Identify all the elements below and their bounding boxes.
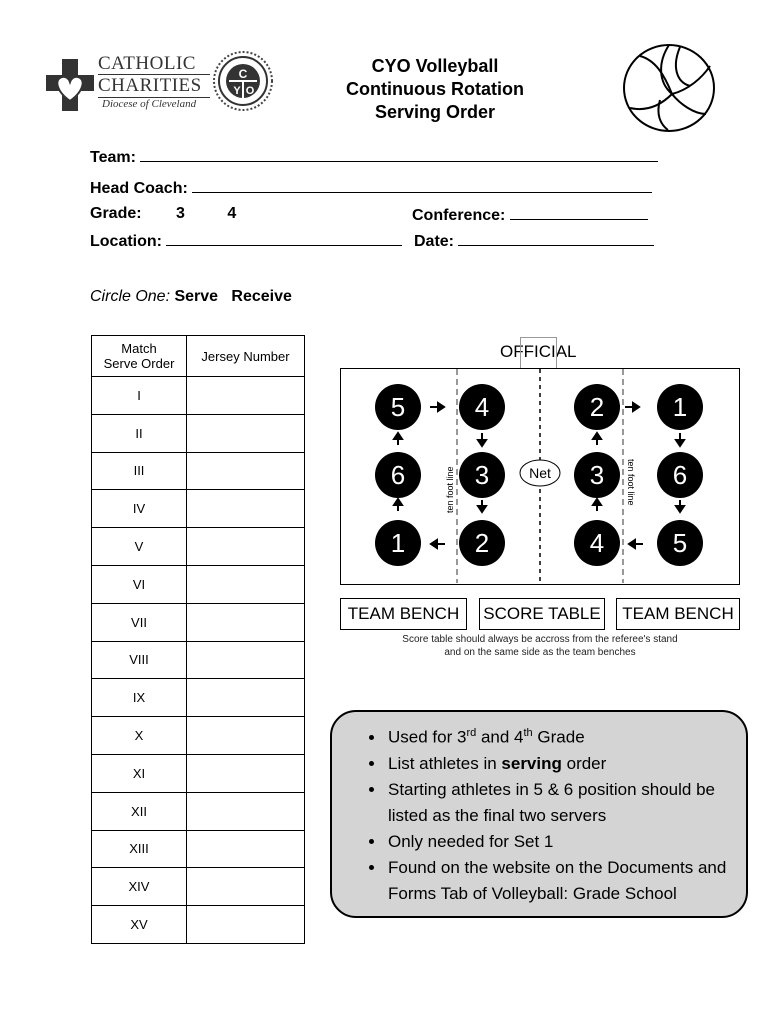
date-label: Date: — [414, 233, 455, 250]
receive-option[interactable]: Receive — [231, 288, 292, 305]
table-row — [92, 414, 305, 452]
serve-order-table — [91, 335, 305, 944]
right-position-4: 4 — [589, 528, 605, 558]
serve-order-cell: II — [92, 414, 187, 452]
serve-order-cell: I — [92, 377, 187, 415]
team-bench-left: TEAM BENCH — [340, 598, 467, 630]
title-line3: Serving Order — [374, 102, 496, 122]
left-position-5: 5 — [390, 392, 406, 422]
circle-one-row — [90, 288, 292, 306]
info-box — [330, 710, 748, 918]
serve-option[interactable]: Serve — [174, 288, 219, 305]
left-position-3: 3 — [474, 460, 490, 490]
org-name-line1: CATHOLIC — [98, 53, 196, 74]
cyo-logo — [212, 50, 274, 112]
right-player-positions — [574, 384, 703, 566]
right-position-3: 3 — [589, 460, 605, 490]
conference-field[interactable] — [412, 205, 648, 225]
volleyball-icon — [620, 42, 718, 134]
score-table-note-line2: and on the same side as the team benches — [444, 647, 636, 658]
jersey-number-cell[interactable] — [187, 565, 305, 603]
table-row — [92, 565, 305, 603]
location-label: Location: — [90, 233, 162, 250]
serve-order-cell: VI — [92, 565, 187, 603]
info-item-grades: • Used for 3rd and 4th Grade — [386, 720, 728, 751]
cyo-letter-y: Y — [233, 85, 241, 97]
table-header-row — [92, 336, 305, 377]
page-title — [300, 55, 570, 124]
team-label: Team: — [90, 149, 136, 166]
serve-order-cell: V — [92, 528, 187, 566]
left-position-6: 6 — [390, 460, 406, 490]
table-row — [92, 792, 305, 830]
catholic-charities-logo — [40, 50, 210, 120]
jersey-number-cell[interactable] — [187, 792, 305, 830]
official-label: OFFICIAL — [500, 342, 577, 361]
right-position-2: 2 — [589, 392, 605, 422]
serve-order-cell: IV — [92, 490, 187, 528]
table-row — [92, 603, 305, 641]
table-row — [92, 830, 305, 868]
conference-label: Conference: — [412, 207, 506, 224]
jersey-number-cell[interactable] — [187, 906, 305, 944]
org-name-line2: CHARITIES — [98, 75, 202, 96]
grade-label: Grade: — [90, 205, 142, 222]
jersey-number-cell[interactable] — [187, 414, 305, 452]
date-field[interactable] — [414, 231, 654, 251]
title-line1: CYO Volleyball — [371, 56, 499, 76]
table-row — [92, 641, 305, 679]
serve-order-cell: X — [92, 717, 187, 755]
org-name-line3: Diocese of Cleveland — [102, 98, 197, 110]
jersey-number-cell[interactable] — [187, 868, 305, 906]
cyo-letter-c: C — [238, 67, 248, 81]
jersey-number-header: Jersey Number — [187, 336, 305, 377]
jersey-number-cell[interactable] — [187, 528, 305, 566]
net-label: Net — [529, 465, 551, 481]
table-row — [92, 452, 305, 490]
right-position-5: 5 — [672, 528, 688, 558]
jersey-number-cell[interactable] — [187, 679, 305, 717]
table-row — [92, 679, 305, 717]
head-coach-field[interactable] — [90, 178, 652, 198]
table-row — [92, 717, 305, 755]
left-position-1: 1 — [390, 528, 406, 558]
score-table-note-line1: Score table should always be accross from the referee's stand — [402, 634, 678, 645]
right-position-1: 1 — [672, 392, 688, 422]
jersey-number-cell[interactable] — [187, 603, 305, 641]
info-item-set-1: • Only needed for Set 1 — [386, 829, 728, 855]
serve-order-cell: III — [92, 452, 187, 490]
team-bench-right: TEAM BENCH — [616, 598, 740, 630]
score-table: SCORE TABLE — [479, 598, 605, 630]
title-line2: Continuous Rotation — [346, 79, 524, 99]
table-row — [92, 754, 305, 792]
jersey-number-cell[interactable] — [187, 490, 305, 528]
serve-order-cell: VII — [92, 603, 187, 641]
ten-foot-line-label-right: ten foot line — [626, 459, 636, 506]
table-row — [92, 906, 305, 944]
jersey-number-cell[interactable] — [187, 377, 305, 415]
table-row — [92, 868, 305, 906]
grade-option-4[interactable]: 4 — [227, 205, 237, 222]
jersey-number-cell[interactable] — [187, 717, 305, 755]
jersey-number-cell[interactable] — [187, 641, 305, 679]
ten-foot-line-label-left: ten foot line — [445, 466, 455, 513]
serve-order-cell: XV — [92, 906, 187, 944]
jersey-number-cell[interactable] — [187, 452, 305, 490]
table-row — [92, 490, 305, 528]
serve-order-cell: XIII — [92, 830, 187, 868]
circle-one-label: Circle One: — [90, 288, 171, 305]
serve-order-cell: XI — [92, 754, 187, 792]
heart-cross-icon — [40, 55, 100, 115]
left-position-2: 2 — [474, 528, 490, 558]
team-field[interactable] — [90, 147, 658, 167]
grade-option-3[interactable]: 3 — [176, 205, 185, 222]
right-position-6: 6 — [672, 460, 688, 490]
serve-order-cell: XII — [92, 792, 187, 830]
head-coach-label: Head Coach: — [90, 180, 188, 197]
serve-order-cell: XIV — [92, 868, 187, 906]
left-position-4: 4 — [474, 392, 490, 422]
jersey-number-cell[interactable] — [187, 830, 305, 868]
table-row — [92, 377, 305, 415]
grade-field — [90, 205, 236, 223]
left-player-positions — [375, 384, 505, 566]
jersey-number-cell[interactable] — [187, 754, 305, 792]
cyo-letter-o: O — [245, 85, 255, 97]
court-diagram — [340, 368, 740, 585]
info-item-website: • Found on the website on the Documents and Forms Tab of Volleyball: Grade School — [386, 855, 728, 907]
serve-order-cell: IX — [92, 679, 187, 717]
match-serve-order-header: Match Serve Order — [92, 336, 187, 377]
serve-order-cell: VIII — [92, 641, 187, 679]
info-item-starting-athletes: • Starting athletes in 5 & 6 position should be listed as the final two servers — [386, 777, 728, 829]
info-item-serving-order: • List athletes in serving order — [386, 751, 728, 777]
table-row — [92, 528, 305, 566]
location-field[interactable] — [90, 231, 402, 251]
